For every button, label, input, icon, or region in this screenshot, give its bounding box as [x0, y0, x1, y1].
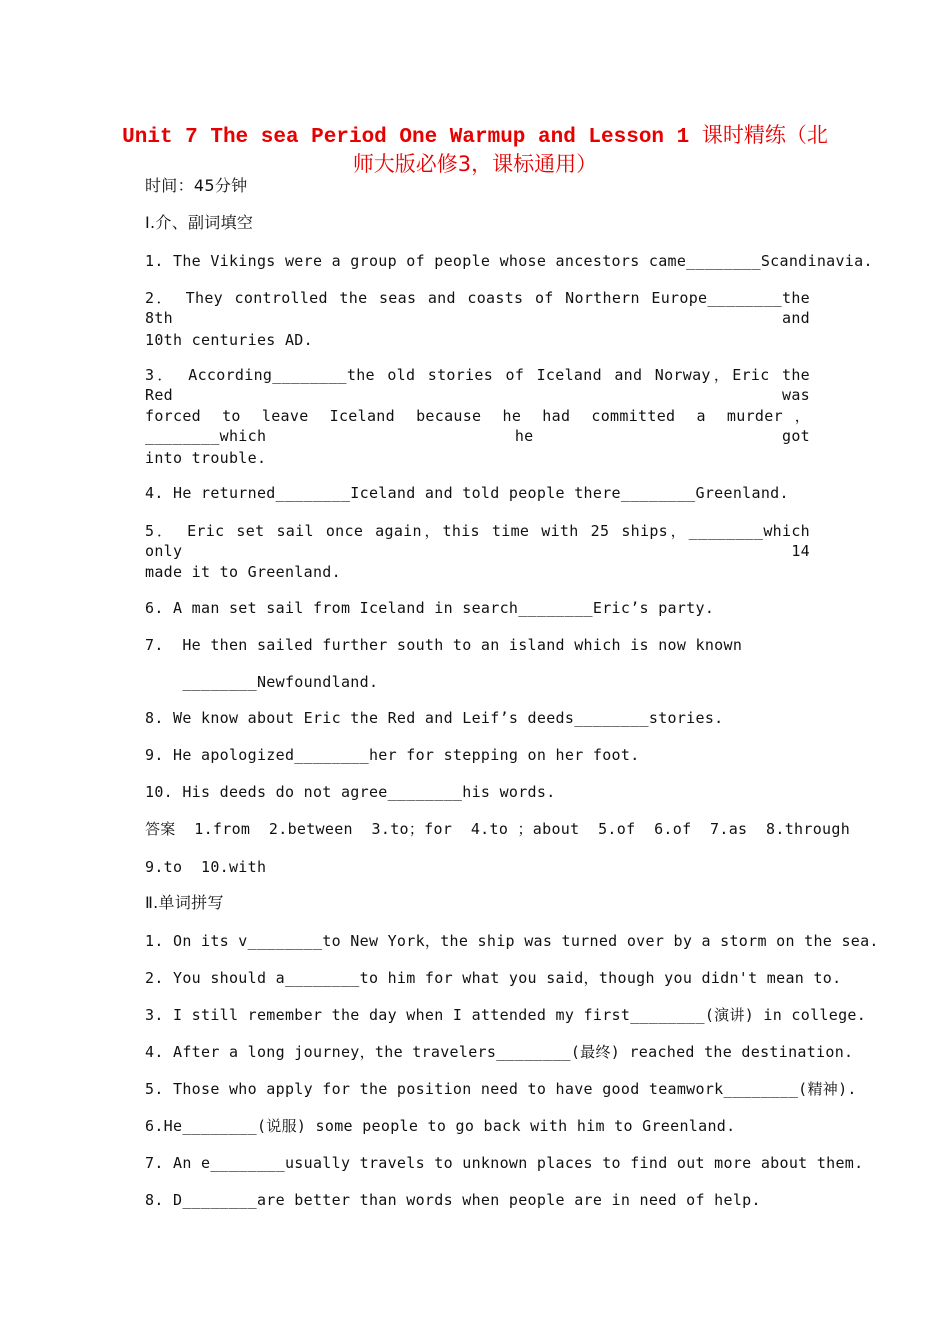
section2-line: 4. After a long journey，the travelers________(最终) reached the destination. [145, 1043, 854, 1061]
section1-line: 7. He then sailed further south to an island which is now known [145, 636, 743, 654]
section2-line: 5. Those who apply for the position need to have good teamwork________(精神). [145, 1080, 857, 1098]
section1-line: 2． They controlled the seas and coasts of Northern Europe________the 8th and [145, 289, 810, 327]
section1-line: 5． Eric set sail once again，this time with 25 ships，________which only 14 [145, 522, 810, 560]
section2-line: 7. An e________usually travels to unknown places to find out more about them. [145, 1154, 864, 1172]
section2-line: 8. D________are better than words when people are in need of help. [145, 1191, 761, 1209]
section2-line: 1. On its v________to New York，the ship was turned over by a storm on the sea. [145, 932, 879, 950]
section2-line: 2. You should a________to him for what you said，though you didn't mean to. [145, 969, 842, 987]
section1-line: 10th centuries AD. [145, 331, 313, 349]
section2-line: 3. I still remember the day when I attended my first________(演讲) in college. [145, 1006, 867, 1024]
section1-line: 1. The Vikings were a group of people whose ancestors came________Scandinavia. [145, 252, 873, 270]
title-english: Unit 7 The sea Period One Warmup and Lesson 1 [122, 126, 702, 149]
section1-heading: I.介、副词填空 [145, 213, 254, 232]
section2-heading: Ⅱ.单词拼写 [145, 893, 224, 912]
section1-line: 6. A man set sail from Iceland in search________Eric’s party. [145, 599, 715, 617]
section1-line: into trouble. [145, 449, 267, 467]
section1-line: 10. His deeds do not agree________his words. [145, 783, 556, 801]
time-label: 时间：45分钟 [145, 176, 248, 195]
section1-line: 9. He apologized________her for stepping on her foot. [145, 746, 640, 764]
answer-key-line1: 答案 1.from 2.between 3.to；for 4.to ；about 5.of 6.of 7.as 8.through [145, 820, 851, 838]
answer-key-line2: 9.to 10.with [145, 858, 267, 876]
title-chinese-part1: 课时精练（北 [701, 123, 828, 147]
document-title [0, 122, 950, 178]
section1-line: made it to Greenland. [145, 563, 341, 581]
section1-line: ________Newfoundland. [145, 673, 379, 691]
section2-line: 6.He________(说服) some people to go back with him to Greenland. [145, 1117, 736, 1135]
section1-line: forced to leave Iceland because he had committed a murder，________which he got [145, 407, 810, 445]
section1-line: 4. He returned________Iceland and told people there________Greenland. [145, 484, 789, 502]
title-chinese-part2: 师大版必修3，课标通用） [352, 152, 598, 176]
section1-line: 8. We know about Eric the Red and Leif’s deeds________stories. [145, 709, 724, 727]
section1-line: 3． According________the old stories of Iceland and Norway，Eric the Red was [145, 366, 810, 404]
